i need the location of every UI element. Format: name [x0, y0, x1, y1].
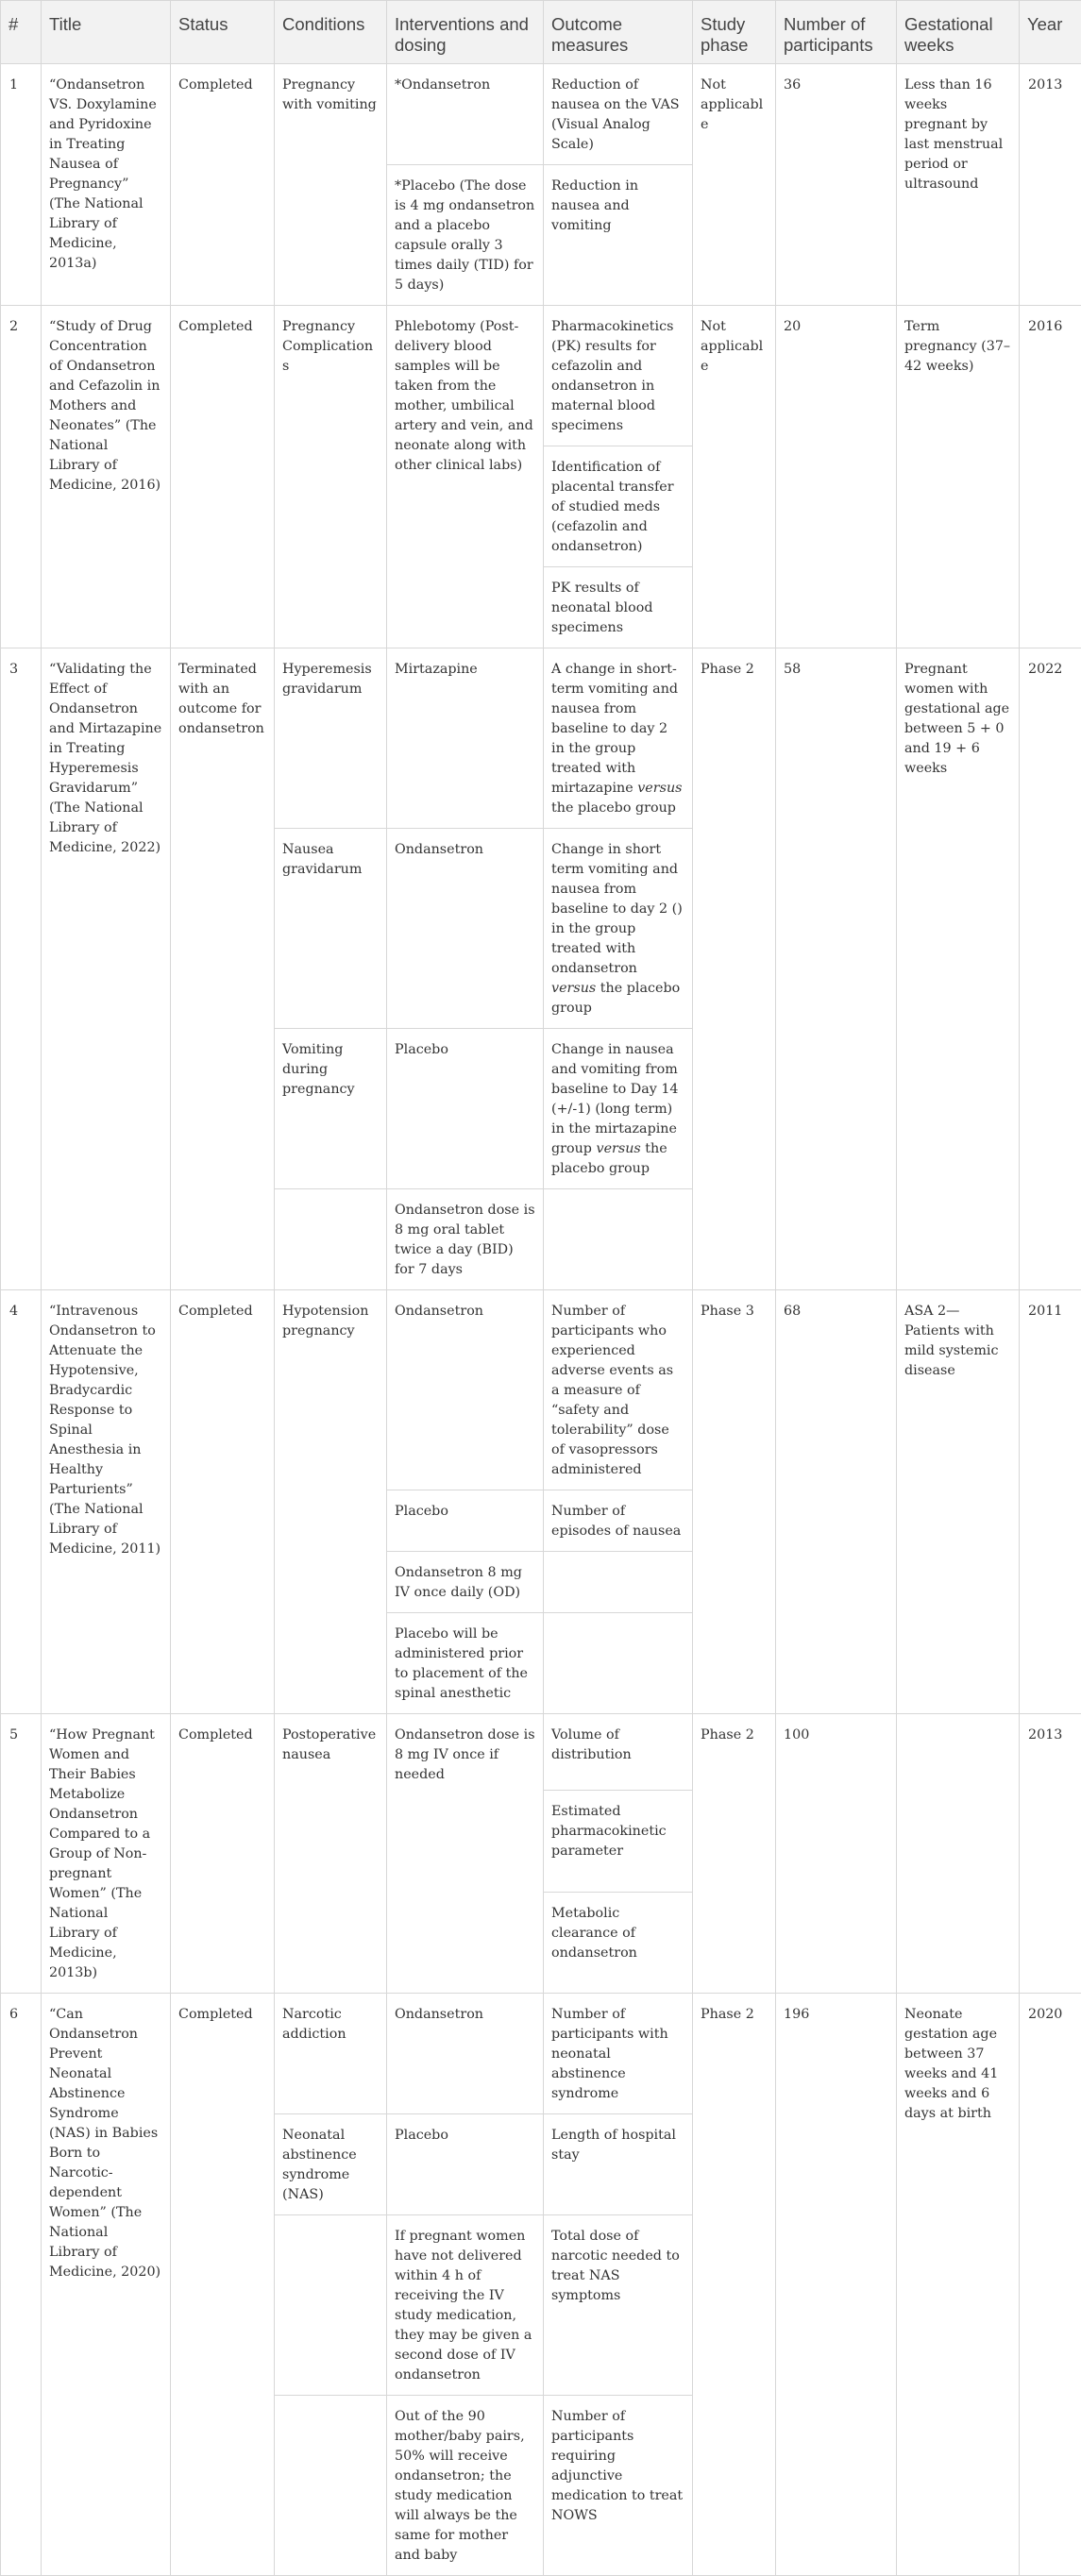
row-intervention: Out of the 90 mother/baby pairs, 50% will receive ondansetron; the study medication will always be the same for mother and baby: [387, 2396, 544, 2576]
row-outcome: Reduction in nausea and vomiting: [544, 165, 693, 306]
row-title: “How Pregnant Women and Their Babies Metabolize Ondansetron Compared to a Group of Non-pregnant Women” (The National Library of Medicine, 2013b): [42, 1714, 171, 1994]
row-phase: Phase 3: [693, 1290, 776, 1714]
outcome-emphasis: versus: [637, 781, 682, 796]
row-title: “Validating the Effect of Ondansetron and Mirtazapine in Treating Hyperemesis Gravidarum” (The National Library of Medicine, 2022): [42, 648, 171, 1290]
col-header-number: #: [1, 1, 42, 64]
row-title: “Intravenous Ondansetron to Attenuate the Hypotensive, Bradycardic Response to Spinal Anesthesia in Healthy Parturients” (The National Library of Medicine, 2011): [42, 1290, 171, 1714]
row-outcome: Total dose of narcotic needed to treat NAS symptoms: [544, 2215, 693, 2396]
outcome-text: Change in nausea and vomiting from baseline to Day 14 (+/-1) (long term) in the mirtazapine group: [551, 1042, 679, 1156]
row-title: “Ondansetron VS. Doxylamine and Pyridoxine in Treating Nausea of Pregnancy” (The National Library of Medicine, 2013a): [42, 64, 171, 306]
row-intervention: Ondansetron 8 mg IV once daily (OD): [387, 1552, 544, 1613]
row-phase: Phase 2: [693, 1994, 776, 2576]
row-participants: 196: [776, 1994, 897, 2576]
col-header-gestational: Gestational weeks: [897, 1, 1020, 64]
row-outcome: Number of participants with neonatal abstinence syndrome: [544, 1994, 693, 2114]
row-intervention: Placebo: [387, 1490, 544, 1552]
row-outcome: Identification of placental transfer of studied meds (cefazolin and ondansetron): [544, 446, 693, 567]
row-intervention: If pregnant women have not delivered within 4 h of receiving the IV study medication, they may be given a second dose of IV ondansetron: [387, 2215, 544, 2396]
row-outcome: Length of hospital stay: [544, 2114, 693, 2215]
row-year: 2020: [1020, 1994, 1081, 2576]
row-condition: Narcotic addiction: [275, 1994, 387, 2114]
row-number: 6: [1, 1994, 42, 2576]
col-header-participants: Number of participants: [776, 1, 897, 64]
col-header-interventions: Interventions and dosing: [387, 1, 544, 64]
row-participants: 100: [776, 1714, 897, 1994]
row-condition: [275, 2215, 387, 2396]
row-condition: Hyperemesis gravidarum: [275, 648, 387, 829]
outcome-text: Change in short term vomiting and nausea from baseline to day 2 () in the group treated with ondansetron: [551, 842, 683, 976]
row-intervention: Placebo: [387, 2114, 544, 2215]
row-year: 2022: [1020, 648, 1081, 1290]
row-condition: Pregnancy with vomiting: [275, 64, 387, 306]
row-participants: 20: [776, 306, 897, 648]
row-outcome: Number of episodes of nausea: [544, 1490, 693, 1552]
row-condition: [275, 2396, 387, 2576]
row-title: “Study of Drug Concentration of Ondansetron and Cefazolin in Mothers and Neonates” (The National Library of Medicine, 2016): [42, 306, 171, 648]
row-outcome: PK results of neonatal blood specimens: [544, 567, 693, 648]
row-year: 2011: [1020, 1290, 1081, 1714]
row-number: 5: [1, 1714, 42, 1994]
row-gestational: ASA 2—Patients with mild systemic disease: [897, 1290, 1020, 1714]
row-participants: 36: [776, 64, 897, 306]
row-outcome: [544, 648, 693, 829]
row-number: 2: [1, 306, 42, 648]
row-outcome: Reduction of nausea on the VAS (Visual Analog Scale): [544, 64, 693, 165]
header-row: [1, 1, 1081, 64]
table-row: [1, 648, 1081, 829]
row-phase: Not applicable: [693, 64, 776, 306]
row-intervention: Ondansetron: [387, 1290, 544, 1490]
row-outcome: Estimated pharmacokinetic parameter: [544, 1791, 693, 1892]
row-participants: 68: [776, 1290, 897, 1714]
row-intervention: Ondansetron dose is 8 mg IV once if needed: [387, 1714, 544, 1994]
row-status: Completed: [171, 306, 275, 648]
row-condition: Postoperative nausea: [275, 1714, 387, 1994]
row-intervention: Ondansetron: [387, 1994, 544, 2114]
row-status: Completed: [171, 1290, 275, 1714]
row-intervention: *Placebo (The dose is 4 mg ondansetron and a placebo capsule orally 3 times daily (TID) for 5 days): [387, 165, 544, 306]
table-row: [1, 1290, 1081, 1490]
col-header-status: Status: [171, 1, 275, 64]
row-number: 4: [1, 1290, 42, 1714]
row-outcome: [544, 829, 693, 1029]
row-participants: 58: [776, 648, 897, 1290]
row-phase: Not applicable: [693, 306, 776, 648]
outcome-text: the placebo group: [551, 981, 680, 1016]
col-header-title: Title: [42, 1, 171, 64]
row-intervention: Phlebotomy (Post-delivery blood samples will be taken from the mother, umbilical artery and vein, and neonate along with other clinical labs): [387, 306, 544, 648]
row-gestational: Pregnant women with gestational age between 5 + 0 and 19 + 6 weeks: [897, 648, 1020, 1290]
outcome-text: A change in short-term vomiting and nausea from baseline to day 2 in the group treated with mirtazapine: [551, 662, 678, 796]
col-header-conditions: Conditions: [275, 1, 387, 64]
row-phase: Phase 2: [693, 648, 776, 1290]
row-status: Completed: [171, 1714, 275, 1994]
row-gestational: Term pregnancy (37–42 weeks): [897, 306, 1020, 648]
row-status: Completed: [171, 1994, 275, 2576]
row-status: Completed: [171, 64, 275, 306]
col-header-phase: Study phase: [693, 1, 776, 64]
row-gestational: Neonate gestation age between 37 weeks and 41 weeks and 6 days at birth: [897, 1994, 1020, 2576]
row-intervention: Ondansetron: [387, 829, 544, 1029]
row-outcome: [544, 1029, 693, 1189]
row-condition: Nausea gravidarum: [275, 829, 387, 1029]
col-header-outcomes: Outcome measures: [544, 1, 693, 64]
row-year: 2016: [1020, 306, 1081, 648]
table-row: [1, 1714, 1081, 1791]
row-intervention: Placebo: [387, 1029, 544, 1189]
row-outcome: Number of participants who experienced adverse events as a measure of “safety and tolerability” dose of vasopressors administered: [544, 1290, 693, 1490]
row-number: 3: [1, 648, 42, 1290]
row-gestational: Less than 16 weeks pregnant by last menstrual period or ultrasound: [897, 64, 1020, 306]
row-status: Terminated with an outcome for ondansetron: [171, 648, 275, 1290]
row-year: 2013: [1020, 64, 1081, 306]
row-intervention: Mirtazapine: [387, 648, 544, 829]
row-intervention: Ondansetron dose is 8 mg oral tablet twice a day (BID) for 7 days: [387, 1189, 544, 1290]
outcome-text: the placebo group: [551, 800, 676, 816]
row-outcome: [544, 1189, 693, 1290]
row-phase: Phase 2: [693, 1714, 776, 1994]
row-intervention: *Ondansetron: [387, 64, 544, 165]
row-condition: Vomiting during pregnancy: [275, 1029, 387, 1189]
table-row: [1, 306, 1081, 446]
table-row: [1, 1994, 1081, 2114]
row-condition: Hypotension pregnancy: [275, 1290, 387, 1714]
row-outcome: Pharmacokinetics (PK) results for cefazolin and ondansetron in maternal blood specimens: [544, 306, 693, 446]
row-title: “Can Ondansetron Prevent Neonatal Abstinence Syndrome (NAS) in Babies Born to Narcotic-dependent Women” (The National Library of Medicine, 2020): [42, 1994, 171, 2576]
table-row: [1, 64, 1081, 165]
row-outcome: Metabolic clearance of ondansetron: [544, 1892, 693, 1993]
row-outcome: [544, 1613, 693, 1714]
row-year: 2013: [1020, 1714, 1081, 1994]
row-condition: Neonatal abstinence syndrome (NAS): [275, 2114, 387, 2215]
row-intervention: Placebo will be administered prior to placement of the spinal anesthetic: [387, 1613, 544, 1714]
col-header-year: Year: [1020, 1, 1081, 64]
row-gestational: [897, 1714, 1020, 1994]
row-outcome: [544, 1552, 693, 1613]
row-outcome: Number of participants requiring adjunctive medication to treat NOWS: [544, 2396, 693, 2576]
outcome-emphasis: versus: [597, 1141, 641, 1156]
outcome-text: the placebo group: [551, 1141, 667, 1176]
row-condition: [275, 1189, 387, 1290]
outcome-emphasis: versus: [551, 981, 596, 996]
row-outcome: Volume of distribution: [544, 1714, 693, 1791]
row-number: 1: [1, 64, 42, 306]
row-condition: Pregnancy Complications: [275, 306, 387, 648]
